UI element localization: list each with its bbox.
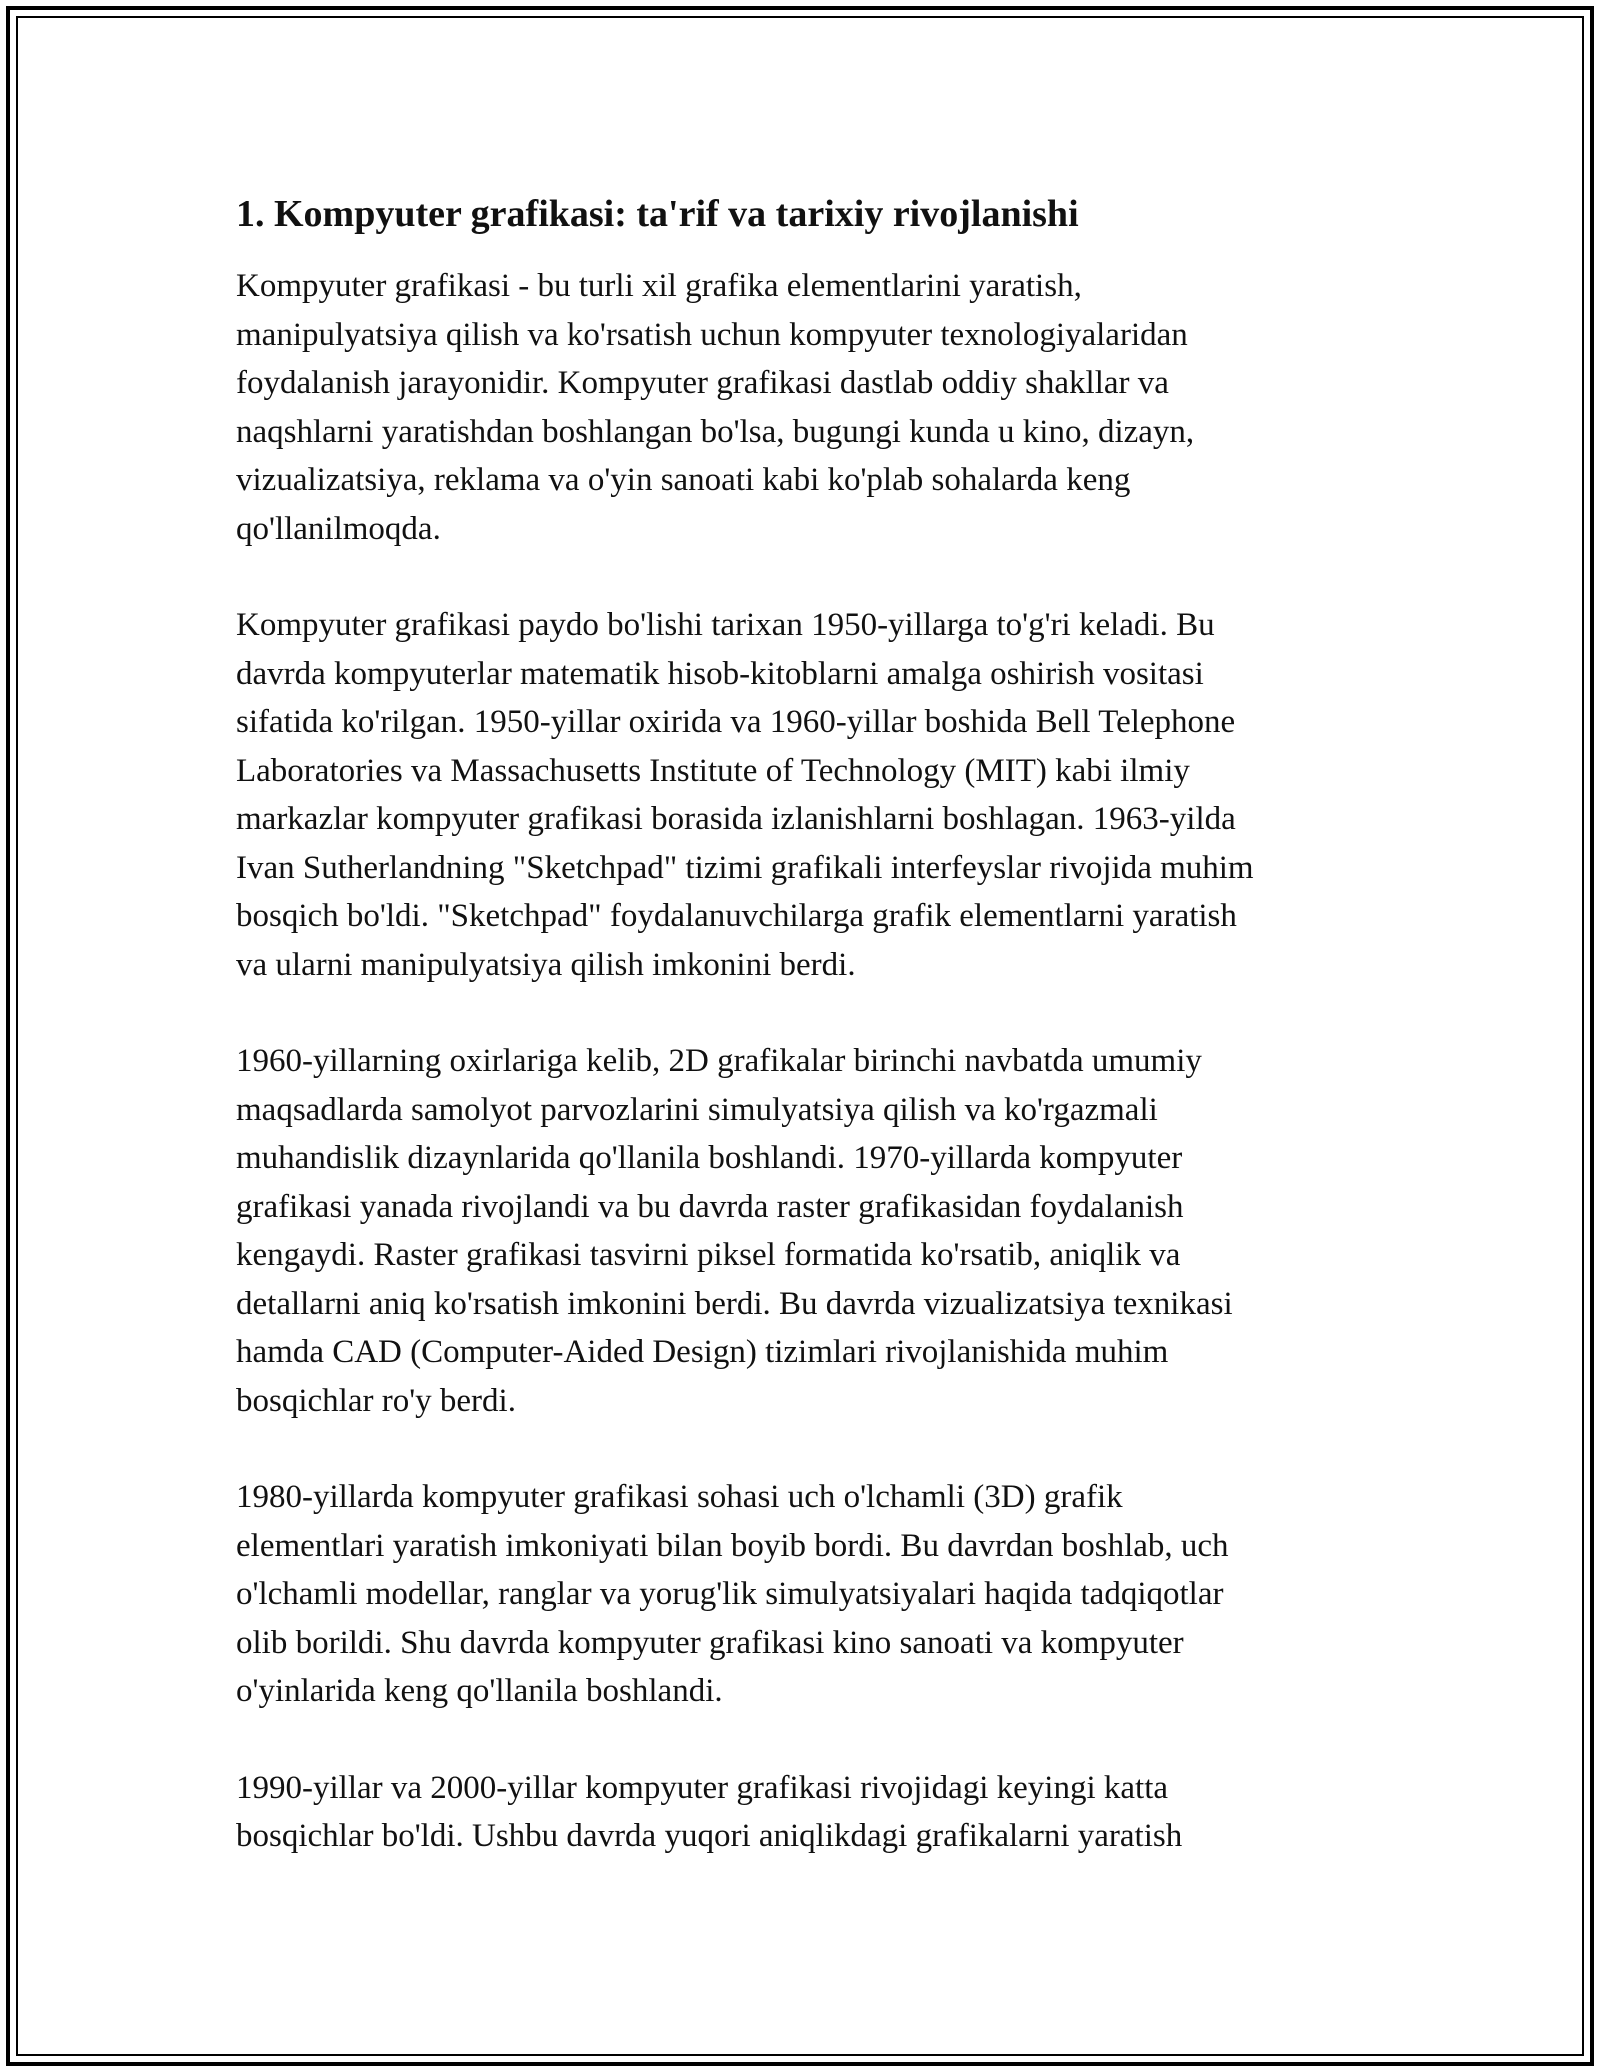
- paragraph-definition: Kompyuter grafikasi - bu turli xil grafika elementlarini yaratish, manipulyatsiya qilish va ko'rsatish uchun kompyuter texnologiyalaridan foydalanish jarayonidir. Kompyuter grafikasi dastlab oddiy shakllar va naqshlarni yaratishdan boshlangan bo'lsa, bugungi kunda u kino, dizayn, vizualizatsiya, reklama va o'yin sanoati kabi ko'plab sohalarda keng qo'llanilmoqda.: [236, 268, 1195, 547]
- paragraph-1950s: Kompyuter grafikasi paydo bo'lishi tarixan 1950-yillarga to'g'ri keladi. Bu davrda kompyuterlar matematik hisob-kitoblarni amalga oshirish vositasi sifatida ko'rilgan. 1950-yillar oxirida va 1960-yillar boshida Bell Telephone Laboratories va Massachusetts Institute of Technology (MIT) kabi ilmiy markazlar kompyuter grafikasi borasida izlanishlarni boshlagan. 1963-yilda Ivan Sutherlandning "Sketchpad" tizimi grafikali interfeyslar rivojida muhim bosqich bo'ldi. "Sketchpad" foydalanuvchilarga grafik elementlarni yaratish va ularni manipulyatsiya qilish imkonini berdi.: [236, 607, 1254, 983]
- paragraph-1990s-2000s: 1990-yillar va 2000-yillar kompyuter grafikasi rivojidagi keyingi katta bosqichlar bo'ldi. Ushbu davrda yuqori aniqlikdagi grafikalarni yaratish: [236, 1769, 1183, 1854]
- document-body: [236, 186, 1386, 1861]
- page-title: 1. Kompyuter grafikasi: ta'rif va tarixiy rivojlanishi: [236, 193, 1079, 235]
- paragraph-1960s-1970s: 1960-yillarning oxirlariga kelib, 2D grafikalar birinchi navbatda umumiy maqsadlarda samolyot parvozlarini simulyatsiya qilish va ko'rgazmali muhandislik dizaynlarida qo'llanila boshlandi. 1970-yillarda kompyuter grafikasi yanada rivojlandi va bu davrda raster grafikasidan foydalanish kengaydi. Raster grafikasi tasvirni piksel formatida ko'rsatib, aniqlik va detallarni aniq ko'rsatish imkonini berdi. Bu davrda vizualizatsiya texnikasi hamda CAD (Computer-Aided Design) tizimlari rivojlanishida muhim bosqichlar ro'y berdi.: [236, 1043, 1233, 1419]
- paragraph-1980s: 1980-yillarda kompyuter grafikasi sohasi uch o'lchamli (3D) grafik elementlari yaratish imkoniyati bilan boyib bordi. Bu davrdan boshlab, uch o'lchamli modellar, ranglar va yorug'lik simulyatsiyalari haqida tadqiqotlar olib borildi. Shu davrda kompyuter grafikasi kino sanoati va kompyuter o'yinlarida keng qo'llanila boshlandi.: [236, 1479, 1229, 1709]
